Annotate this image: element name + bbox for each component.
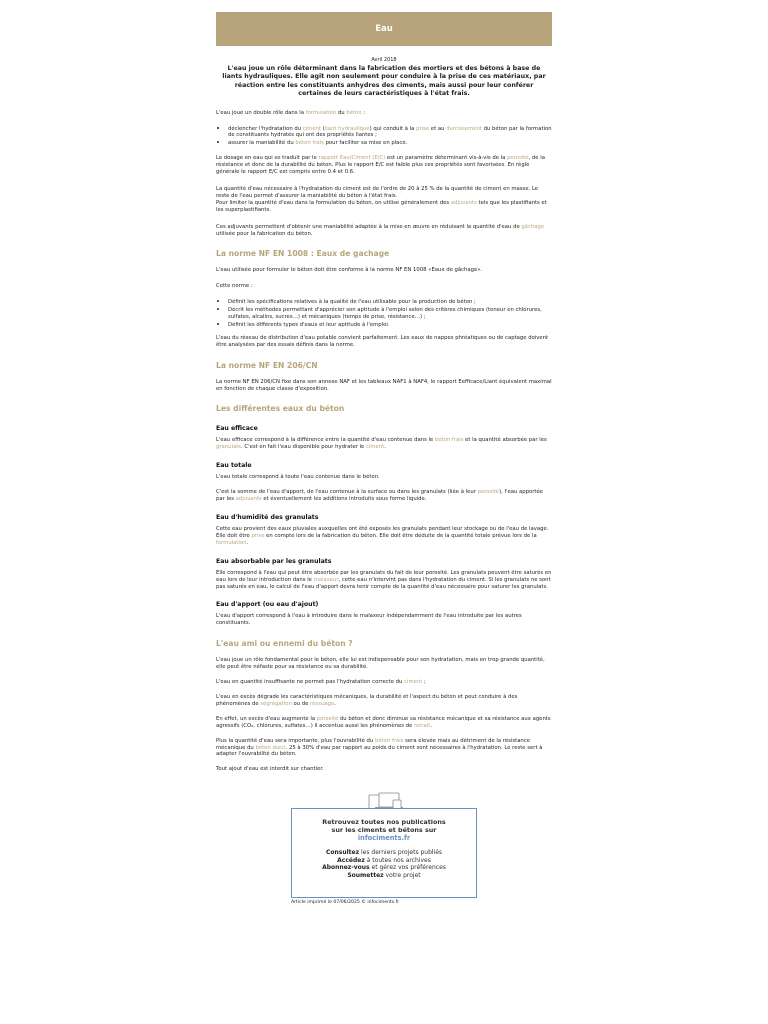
absorbable-paragraph: Elle correspond à l'eau qui peut être absorbée par les granulats du fait de leur porosité. Les granulats peuvent être saturés en eau lors de leur introduction dans le malaxeur, cette eau n'intervint pas dans l'hydratation du ciment. Si les granulats ne sont pas saturés en eau, le calcul de l'eau d'apport devra tenir compte de la quantité d'eau nécessaire pour saturer les granulats. <box>216 569 552 590</box>
dosage-paragraph: Le dosage en eau qui se traduit par le rapport Eau/Ciment (E/C) est un paramètre déterminant vis-à-vis de la porosité, de la résistance et donc de la durabilité du béton. Plus le rapport E/C est faible plus ces propriétés sont favorisées. En règle générale le rapport E/C est compris entre 0.4 et 0.6. <box>216 155 545 176</box>
link-ciment[interactable]: ciment <box>366 444 385 451</box>
heading-differentes-eaux: Les différentes eaux du béton <box>216 404 345 414</box>
reseau-paragraph: L'eau du réseau de distribution d'eau potable convient parfaitement. Les eaux de nappes phréatiques ou de captage doivent être analysées par des essais définis dans la norme. <box>216 334 549 348</box>
promo-line-abonnez: Abonnez-vous et gérez vos préférences <box>322 864 446 872</box>
link-porosite[interactable]: porosité <box>477 489 500 496</box>
promo-line-accedez: Accédez à toutes nos archives <box>337 856 431 864</box>
heading-eau-humidite: Eau d'humidité des granulats <box>216 514 319 521</box>
apport-paragraph: L'eau d'apport correspond à l'eau à introduire dans le malaxeur indépendamment de l'eau introduite par les autres constituants. <box>216 613 522 627</box>
list-item: • déclencher l'hydratation du ciment (liant hydraulique) qui conduit à la prise et au durcissement du béton par la formation de constituants hydratés qui ont des propriétés liantes ; <box>228 125 552 140</box>
ami-paragraph-5: Plus la quantité d'eau sera importante, plus l'ouvrabilité du béton frais sera élevée mais au détriment de la résistance mécanique du béton durci. 25 à 30% d'eau par rapport au poids du ciment sont nécessaires à l'hydratation. Le reste sert à adapter l'ouvrabilité du béton. <box>216 737 543 758</box>
link-beton-frais[interactable]: béton frais <box>434 437 464 444</box>
promo-title-line-1: Retrouvez toutes nos publications <box>322 818 446 826</box>
lead-paragraph: L'eau joue un rôle déterminant dans la fabrication des mortiers et des bétons à base de liants hydrauliques. Elle agit non seulement pour conduire à la prise de ces matériaux, par réaction entre les constituants anhydres des ciments, mais aussi pour leur conférer certaines de leurs caractéristiques à l'état frais. <box>222 65 546 98</box>
publication-date: Avril 2018 <box>371 57 397 63</box>
heading-ami-ennemi: L'eau ami ou ennemi du béton ? <box>216 639 353 649</box>
link-beton-frais[interactable]: béton frais <box>374 737 404 744</box>
list-item: • Définit les différents types d'eaux et leur aptitude à l'emploi. <box>228 321 552 329</box>
link-beton-durci[interactable]: béton durci <box>255 744 286 751</box>
title-banner <box>216 12 552 46</box>
heading-nf-en-1008: La norme NF EN 1008 : Eaux de gachage <box>216 249 390 259</box>
promo-title-line-2: sur les ciments et bétons sur <box>331 826 437 834</box>
promo-line-soumettez: Soumettez votre projet <box>347 871 421 879</box>
link-ciment[interactable]: ciment <box>404 679 423 686</box>
ami-paragraph-2: L'eau en quantité insuffisante ne permet pas l'hydratation correcte du ciment ; <box>216 679 426 686</box>
totale-paragraph-2: C'est la somme de l'eau d'apport, de l'eau contenue à la surface ou dans les granulats (liée à leur porosité), l'eau apportée par les adjuvants et éventuellement les additions introduits sous forme liquide. <box>216 489 543 503</box>
adjuvants-paragraph: Ces adjuvants permettent d'obtenir une maniabilité adaptée à la mise en œuvre en réduisant la quantité d'eau de gâchage utilisée pour la fabrication du béton. <box>216 223 545 237</box>
link-retrait[interactable]: retrait <box>413 722 431 729</box>
link-ressuage[interactable]: ressuage <box>310 700 335 707</box>
heading-eau-totale: Eau totale <box>216 462 252 470</box>
link-gachage[interactable]: gâchage <box>521 223 545 230</box>
list-item: • Décrit les méthodes permettant d'apprécier son aptitude à l'emploi selon des critères chimiques (teneur en chlorures, sulfates, alcalins, sucres…) et mécaniques (temps de prise, résistance…) ; <box>228 306 552 321</box>
link-liant-hydraulique[interactable]: liant hydraulique <box>324 125 370 132</box>
link-porosite[interactable]: porosité <box>507 155 529 162</box>
efficace-paragraph: L'eau efficace correspond à la différence entre la quantité d'eau contenue dans le béton frais et la quantité absorbée par les granulats. C'est en fait l'eau disponible pour hydrater le ciment. <box>216 437 547 451</box>
link-rapport-eau-ciment[interactable]: rapport Eau/Ciment (E/C) <box>318 155 386 162</box>
ami-paragraph-4: En effet, un excès d'eau augmente la porosité du béton et donc diminue sa résistance mécanique et sa résistance aux agents agressifs (CO₂, chlorures, sulfates…) il accentue aussi les phénomènes de retrait. <box>216 715 551 729</box>
link-formulation[interactable]: formulation <box>216 539 247 546</box>
quantite-paragraph: La quantité d'eau nécessaire à l'hydratation du ciment est de l'ordre de 20 à 25 % de la quantité de ciment en masse. Le reste de l'eau permet d'assurer la maniabilité du béton à l'état frais. Pour limiter la quantité d'eau dans la formulation du béton, on utilise généralement des adjuvants tels que les plastifiants et les superplastifiants. <box>216 185 547 213</box>
promo-line-consultez: Consultez les derniers projets publiés <box>325 849 443 856</box>
promo-site-link[interactable]: infociments.fr <box>357 834 411 842</box>
article <box>216 12 552 773</box>
ajout-paragraph: Tout ajout d'eau est interdit sur chantier. <box>216 766 324 773</box>
link-adjuvants[interactable]: adjuvants <box>235 496 262 503</box>
heading-nf-en-206: La norme NF EN 206/CN <box>216 360 318 370</box>
nf206-paragraph: La norme NF EN 206/CN fixe dans son annexe NAF et les tableaux NAF1 à NAF4, le rapport Eefficace/Liant équivalent maximal en fonction de chaque classe d'exposition. <box>216 378 552 392</box>
norme-list <box>216 298 552 329</box>
link-formulation[interactable]: formulation <box>305 109 337 116</box>
link-prise[interactable]: prise <box>251 532 265 539</box>
promo-box <box>291 808 477 898</box>
link-malaxeur[interactable]: malaxeur <box>313 576 339 583</box>
promo-banner[interactable] <box>291 792 477 897</box>
totale-paragraph-1: L'eau totale correspond à toute l'eau contenue dans le béton. <box>216 474 380 481</box>
link-segregation[interactable]: ségrégation <box>260 700 292 707</box>
page-title: Eau <box>375 24 393 34</box>
humidite-paragraph: Cette eau provient des eaux pluviales auxquelles ont été exposés les granulats pendant leur stockage ou de l'eau de lavage. Elle doit être prise en compte lors de la fabrication du béton. Elle doit être déduite de la quantité totale prévue lors de la formulation. <box>216 526 549 546</box>
intro-paragraph: L'eau joue un double rôle dans la formulation du béton : <box>216 109 366 116</box>
roles-list <box>216 125 552 148</box>
link-beton[interactable]: béton <box>346 109 362 116</box>
nf1008-paragraph: L'eau utilisée pour formuler le béton doit être conforme à la norme NF EN 1008 «Eaux de gâchage». <box>216 267 483 274</box>
link-ciment[interactable]: ciment <box>302 125 322 132</box>
list-item: • Définit les spécifications relatives à la qualité de l'eau utilisable pour la production de béton ; <box>228 298 552 306</box>
link-granulats[interactable]: granulats <box>216 444 242 451</box>
heading-eau-absorbable: Eau absorbable par les granulats <box>216 557 332 565</box>
heading-eau-apport: Eau d'apport (ou eau d'ajout) <box>216 601 319 609</box>
ami-paragraph-1: L'eau joue un rôle fondamental pour le béton, elle lui est indispensable pour son hydratation, mais en trop grande quantité, elle peut être néfaste pour sa résistance ou sa durabilité. <box>216 657 545 671</box>
link-beton-frais[interactable]: béton frais <box>295 140 324 147</box>
link-porosite[interactable]: porosité <box>316 715 339 722</box>
link-durcissement[interactable]: durcissement <box>446 125 482 132</box>
print-footer: Article imprimé le 07/06/2025 © infociments.fr <box>291 900 400 905</box>
list-item: • assurer la maniabilité du béton frais pour faciliter sa mise en place. <box>228 139 552 147</box>
ami-paragraph-3: L'eau en excès dégrade les caractéristiques mécaniques, la durabilité et l'aspect du béton et peut conduire à des phénomènes de ségrégation ou de ressuage. <box>216 693 518 707</box>
norme-intro: Cette norme : <box>216 283 253 290</box>
link-prise[interactable]: prise <box>416 125 430 132</box>
heading-eau-efficace: Eau efficace <box>216 425 258 433</box>
link-adjuvants[interactable]: adjuvants <box>450 199 477 206</box>
